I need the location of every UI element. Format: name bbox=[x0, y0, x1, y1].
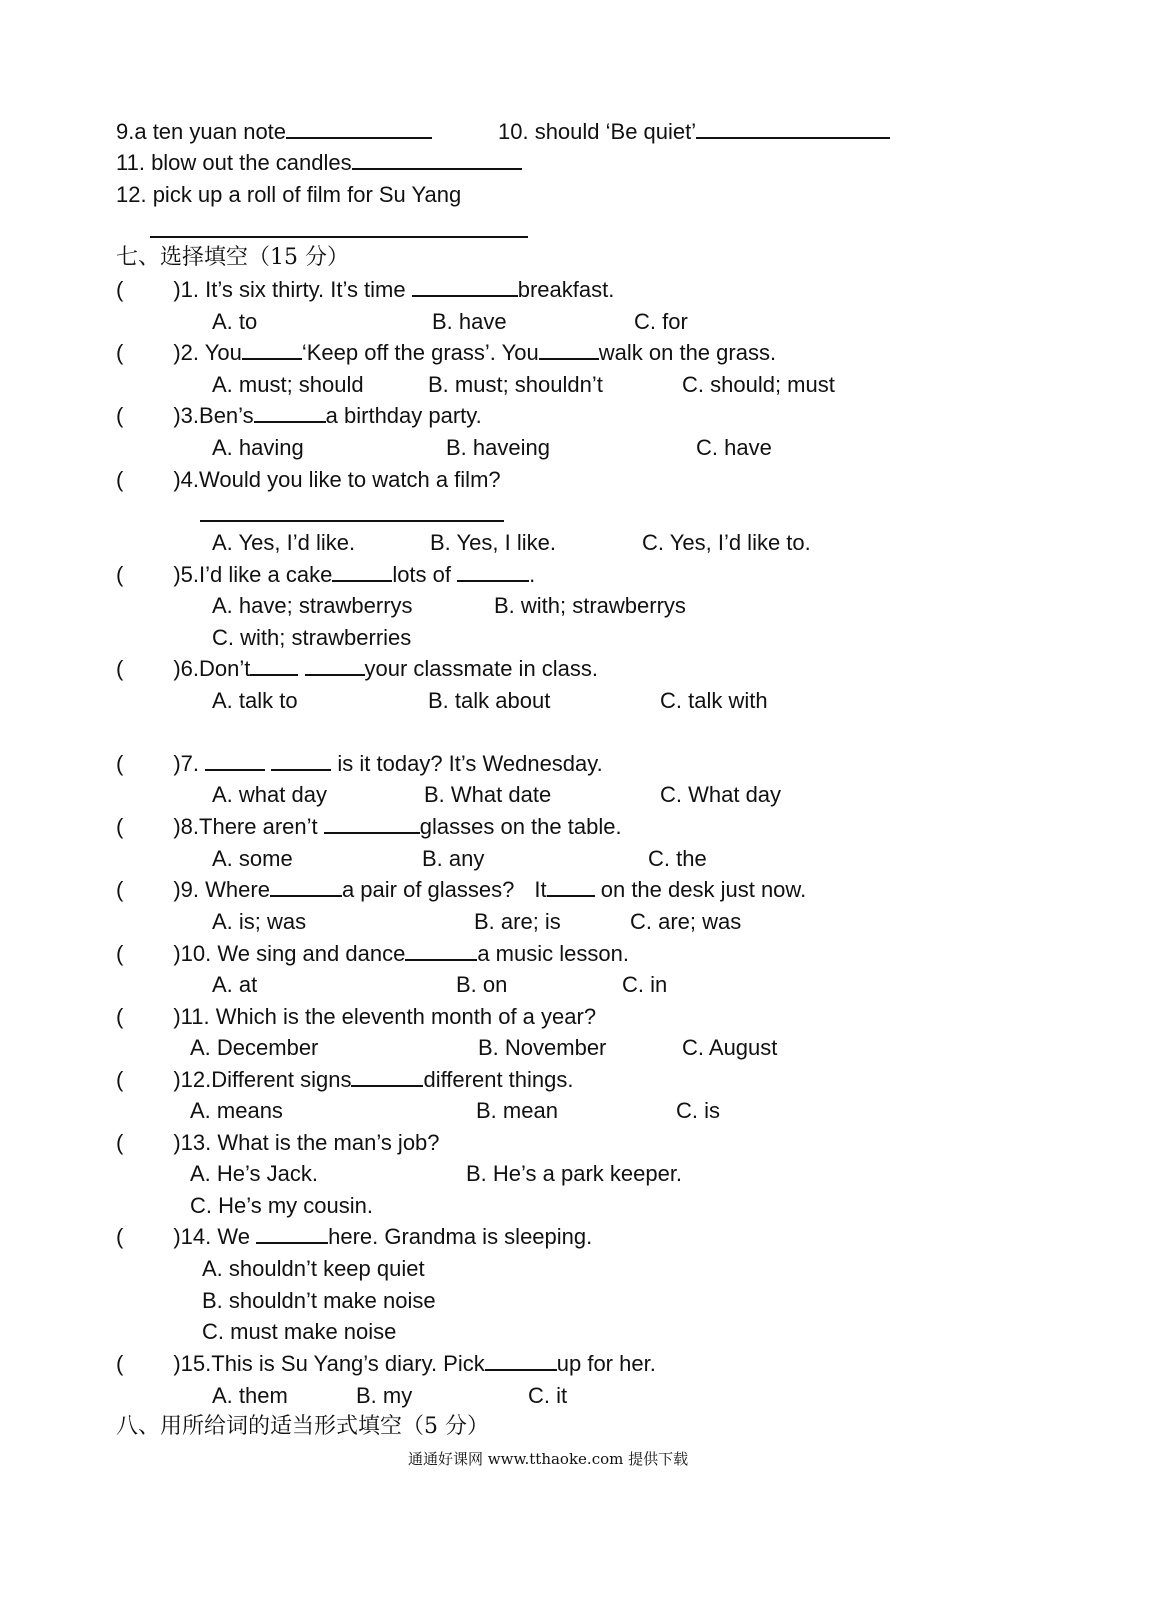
option-a[interactable]: A. them bbox=[212, 1383, 288, 1408]
question-text: What is the man’s job? bbox=[217, 1130, 440, 1155]
answer-blank[interactable] bbox=[547, 877, 595, 897]
item-10-text: 10. should ‘Be quiet’ bbox=[498, 119, 697, 144]
option-b[interactable]: B. on bbox=[456, 972, 508, 997]
answer-bracket[interactable]: ( bbox=[116, 1004, 124, 1029]
question-number: )3. bbox=[173, 403, 200, 428]
answer-blank[interactable] bbox=[254, 403, 326, 423]
option-c[interactable]: C. it bbox=[528, 1383, 568, 1408]
answer-blank[interactable] bbox=[539, 340, 599, 360]
question-3 bbox=[116, 402, 482, 430]
option-b[interactable]: B. must; shouldn’t bbox=[428, 372, 603, 397]
option-a[interactable]: A. having bbox=[212, 435, 304, 460]
answer-blank[interactable] bbox=[412, 277, 518, 297]
answer-blank[interactable] bbox=[457, 562, 529, 582]
item-9-text: 9.a ten yuan note bbox=[116, 119, 287, 144]
answer-blank[interactable] bbox=[696, 119, 890, 139]
question-1 bbox=[116, 276, 614, 304]
question-text: I’d like a cake bbox=[199, 562, 333, 587]
option-a[interactable]: A. must; should bbox=[212, 372, 364, 397]
question-number: )13. bbox=[173, 1130, 212, 1155]
option-c[interactable]: C. August bbox=[682, 1035, 778, 1060]
question-text: . bbox=[529, 562, 536, 587]
answer-bracket[interactable]: ( bbox=[116, 340, 124, 365]
option-a[interactable]: A. what day bbox=[212, 782, 327, 807]
item-11-text: 11. blow out the candles bbox=[116, 150, 352, 175]
question-number: )11. bbox=[173, 1004, 210, 1029]
question-15 bbox=[116, 1350, 656, 1378]
answer-line-4[interactable] bbox=[200, 520, 504, 522]
option-a[interactable]: A. at bbox=[212, 972, 258, 997]
question-number: )10. bbox=[173, 941, 212, 966]
option-c[interactable]: C. He’s my cousin. bbox=[190, 1193, 373, 1218]
answer-bracket[interactable]: ( bbox=[116, 277, 124, 302]
answer-blank[interactable] bbox=[485, 1351, 557, 1371]
question-12 bbox=[116, 1066, 574, 1094]
option-a[interactable]: A. means bbox=[190, 1098, 283, 1123]
option-b[interactable]: B. Yes, I like. bbox=[430, 530, 556, 555]
question-text: There aren’t bbox=[199, 814, 318, 839]
option-c[interactable]: C. What day bbox=[660, 782, 782, 807]
question-text: a music lesson. bbox=[477, 941, 629, 966]
answer-bracket[interactable]: ( bbox=[116, 1351, 124, 1376]
question-number: )14. bbox=[173, 1224, 212, 1249]
option-c[interactable]: C. talk with bbox=[660, 688, 768, 713]
option-b[interactable]: B. any bbox=[422, 846, 485, 871]
question-14 bbox=[116, 1223, 592, 1251]
question-text: walk on the grass. bbox=[598, 340, 777, 365]
option-b[interactable]: B. have bbox=[432, 309, 507, 334]
option-b[interactable]: B. shouldn’t make noise bbox=[202, 1288, 436, 1313]
section-7-title: 七、选择填空（15 分） bbox=[116, 245, 349, 270]
option-b[interactable]: B. my bbox=[356, 1383, 413, 1408]
option-c[interactable]: C. must make noise bbox=[202, 1319, 397, 1344]
answer-blank[interactable] bbox=[405, 941, 477, 961]
footer-credit: 通通好课网 www.tthaoke.com 提供下载 bbox=[408, 1450, 689, 1468]
option-b[interactable]: B. He’s a park keeper. bbox=[466, 1161, 683, 1186]
question-number: )2. bbox=[173, 340, 200, 365]
question-number: )1. bbox=[173, 277, 200, 302]
answer-bracket[interactable]: ( bbox=[116, 941, 124, 966]
option-c[interactable]: C. is bbox=[676, 1098, 720, 1123]
option-c[interactable]: C. have bbox=[696, 435, 772, 460]
answer-blank[interactable] bbox=[324, 814, 420, 834]
answer-bracket[interactable]: ( bbox=[116, 1224, 124, 1249]
answer-blank[interactable] bbox=[352, 150, 522, 170]
question-text: ‘Keep off the grass’. You bbox=[301, 340, 539, 365]
option-a[interactable]: A. talk to bbox=[212, 688, 298, 713]
answer-blank[interactable] bbox=[205, 751, 265, 771]
option-c[interactable]: C. should; must bbox=[682, 372, 835, 397]
question-text: breakfast. bbox=[517, 277, 615, 302]
question-text: is it today? It’s Wednesday. bbox=[337, 751, 603, 776]
option-a[interactable]: A. is; was bbox=[212, 909, 307, 934]
answer-bracket[interactable]: ( bbox=[116, 656, 124, 681]
option-a[interactable]: A. Yes, I’d like. bbox=[212, 530, 356, 555]
question-text: Different signs bbox=[211, 1067, 352, 1092]
option-a[interactable]: A. some bbox=[212, 846, 293, 871]
question-4 bbox=[116, 466, 501, 494]
question-6 bbox=[116, 655, 598, 683]
question-text: a pair of glasses? bbox=[341, 877, 515, 902]
question-number: )7. bbox=[173, 751, 200, 776]
question-text: up for her. bbox=[556, 1351, 656, 1376]
option-c[interactable]: C. for bbox=[634, 309, 688, 334]
option-b[interactable]: B. November bbox=[478, 1035, 607, 1060]
answer-blank[interactable] bbox=[270, 877, 342, 897]
question-text: It bbox=[534, 877, 547, 902]
question-text: We bbox=[217, 1224, 250, 1249]
item-12 bbox=[116, 181, 461, 209]
question-text: It’s six thirty. It’s time bbox=[205, 277, 406, 302]
option-b[interactable]: B. talk about bbox=[428, 688, 551, 713]
option-a[interactable]: A. to bbox=[212, 309, 258, 334]
option-c[interactable]: C. with; strawberries bbox=[212, 625, 412, 650]
question-text: Where bbox=[205, 877, 270, 902]
question-text: Don’t bbox=[199, 656, 251, 681]
answer-blank[interactable] bbox=[305, 656, 365, 676]
option-c[interactable]: C. Yes, I’d like to. bbox=[642, 530, 811, 555]
option-a[interactable]: A. He’s Jack. bbox=[190, 1161, 318, 1186]
question-2 bbox=[116, 339, 776, 367]
answer-bracket[interactable]: ( bbox=[116, 467, 124, 492]
question-number: )4. bbox=[173, 467, 200, 492]
option-a[interactable]: A. December bbox=[190, 1035, 319, 1060]
question-5 bbox=[116, 561, 535, 589]
answer-blank[interactable] bbox=[256, 1224, 328, 1244]
option-c[interactable]: C. are; was bbox=[630, 909, 742, 934]
question-text: Ben’s bbox=[199, 403, 254, 428]
answer-blank[interactable] bbox=[242, 340, 302, 360]
question-number: )9. bbox=[173, 877, 200, 902]
answer-blank[interactable] bbox=[351, 1067, 423, 1087]
section-8-title: 八、用所给词的适当形式填空（5 分） bbox=[116, 1414, 489, 1439]
question-number: )5. bbox=[173, 562, 200, 587]
option-c[interactable]: C. the bbox=[648, 846, 707, 871]
answer-blank[interactable] bbox=[250, 656, 298, 676]
question-text: your classmate in class. bbox=[364, 656, 599, 681]
question-8 bbox=[116, 813, 622, 841]
question-9 bbox=[116, 876, 806, 904]
item-9 bbox=[116, 118, 432, 146]
answer-bracket[interactable]: ( bbox=[116, 562, 124, 587]
option-b[interactable]: B. with; strawberrys bbox=[494, 593, 686, 618]
question-text: a birthday party. bbox=[325, 403, 482, 428]
answer-bracket[interactable]: ( bbox=[116, 814, 124, 839]
option-b[interactable]: B. haveing bbox=[446, 435, 550, 460]
question-text: This is Su Yang’s diary. Pick bbox=[211, 1351, 485, 1376]
question-13 bbox=[116, 1129, 440, 1157]
question-text: Would you like to watch a film? bbox=[199, 467, 501, 492]
option-a[interactable]: A. shouldn’t keep quiet bbox=[202, 1256, 425, 1281]
question-text: You bbox=[204, 340, 242, 365]
question-text: We sing and dance bbox=[217, 941, 406, 966]
answer-bracket[interactable]: ( bbox=[116, 751, 124, 776]
question-number: )6. bbox=[173, 656, 200, 681]
question-10 bbox=[116, 940, 629, 968]
option-a[interactable]: A. have; strawberrys bbox=[212, 593, 413, 618]
question-number: )8. bbox=[173, 814, 200, 839]
question-7 bbox=[116, 750, 603, 778]
answer-bracket[interactable]: ( bbox=[116, 877, 124, 902]
question-text: here. Grandma is sleeping. bbox=[328, 1224, 593, 1249]
question-number: )12. bbox=[173, 1067, 212, 1092]
answer-line-12[interactable] bbox=[150, 236, 528, 238]
option-b[interactable]: B. are; is bbox=[474, 909, 561, 934]
answer-bracket[interactable]: ( bbox=[116, 1130, 124, 1155]
question-text: Which is the eleventh month of a year? bbox=[215, 1004, 597, 1029]
answer-blank[interactable] bbox=[286, 119, 432, 139]
question-text: glasses on the table. bbox=[419, 814, 622, 839]
item-12-text: 12. pick up a roll of film for Su Yang bbox=[116, 182, 462, 207]
item-10 bbox=[498, 118, 890, 146]
option-c[interactable]: C. in bbox=[622, 972, 668, 997]
question-number: )15. bbox=[173, 1351, 212, 1376]
question-text: different things. bbox=[423, 1067, 574, 1092]
option-b[interactable]: B. What date bbox=[424, 782, 552, 807]
question-11 bbox=[116, 1003, 596, 1031]
option-b[interactable]: B. mean bbox=[476, 1098, 558, 1123]
answer-bracket[interactable]: ( bbox=[116, 403, 124, 428]
answer-bracket[interactable]: ( bbox=[116, 1067, 124, 1092]
answer-blank[interactable] bbox=[271, 751, 331, 771]
item-11 bbox=[116, 149, 522, 177]
answer-blank[interactable] bbox=[332, 562, 392, 582]
question-text: on the desk just now. bbox=[600, 877, 807, 902]
question-text: lots of bbox=[392, 562, 452, 587]
